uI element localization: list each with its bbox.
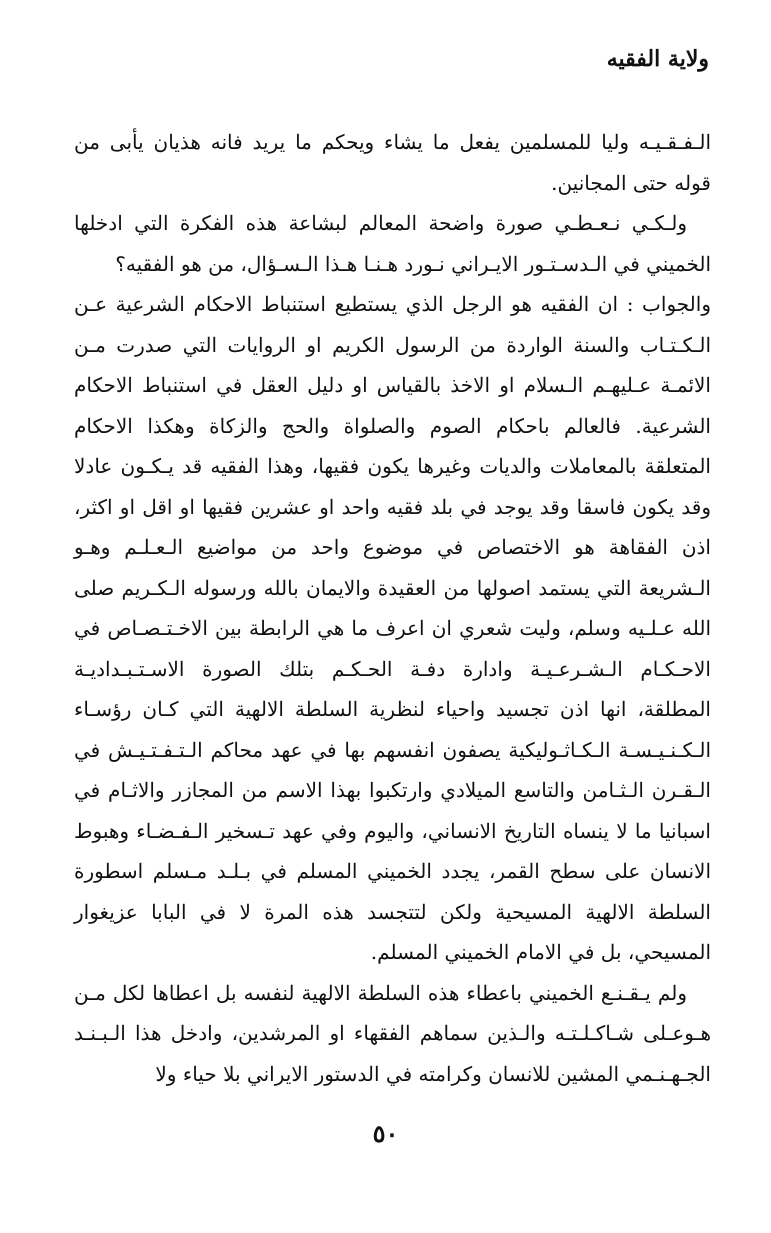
page-number: ٥٠ xyxy=(372,1119,399,1148)
paragraph-2: ولـكـي نـعـطـي صورة واضحة المعالم لبشاعة هذه الفكرة التي ادخلها الخميني في الـدسـتـور الايـراني نـورد هـنـا هـذا الـسـؤال، من هو الفقيه؟ xyxy=(74,211,711,276)
paragraph-4: ولم يـقـنـع الخميني باعطاء هذه السلطة الالهية لنفسه بل اعطاها لكل مـن هـوعـلى شـاكـلـتـه والـذين سماهم الفقهاء او المرشدين، وادخل هذا الـبـنـد الجـهـنـمي المشين للانسان وكرامته في الدستور الايراني بلا حياء ولا xyxy=(74,980,711,1086)
paragraph-3: والجواب : ان الفقيه هو الرجل الذي يستطيع استنباط الاحكام الشرعية عـن الـكـتـاب والسنة الواردة من الرسول الكريم او الروايات التي صدرت مـن الائمـة عـليهـم الـسلام او الاخذ بالقياس او دليل العقل في استنباط الاحكام الشرعية. فالعالم باحكام الصوم والصلواة والحج والزكاة وهكذا الاحكام المتعلقة بالمعاملات والديات وغيرها يكون فقيها، وهذا الفقيه قد يـكـون عادلا وقد يكون فاسقا وقد يوجد في بلد فقيه واحد او عشرين فقيها او اقل او اكثر، اذن الفقاهة هو الاختصاص في موضوع واحد من مواضيع الـعـلـم وهـو الـشريعة التي يستمد اصولها من العقيدة والايمان بالله ورسوله الـكـريم صلى الله عـلـيه وسلم، وليت شعري ان اعرف ما هي الرابطة بين الاخـتـصـاص في الاحـكـام الـشـرعـيـة وادارة دفـة الحـكـم بتلك الصورة الاسـتـبـداديـة المطلقة، انها اذن تجسيد واحياء لنظرية السلطة الالهية التي كـان رؤسـاء الـكـنـيـسـة الـكـاثـوليكية يصفون انفسهم بها في عهد محاكم الـتـفـتـيـش في الـقـرن الـثـامن والتاسع الميلادي وارتكبوا بهذا الاسم من المجازر والاثـام في اسبانيا ما لا ينساه التاريخ الانساني، واليوم وفي عهد تـسخير الـفـضـاء وهبوط الانسان على سطح القمر، يجدد الخميني المسلم في بـلـد مـسلم اسطورة السلطة الالهية المسيحية ولكن لتتجسد هذه المرة لا في البابا عزيغوار المسيحي، بل في الامام الخميني المسلم. xyxy=(74,292,712,964)
paragraph-1: الـفـقـيـه وليا للمسلمين يفعل ما يشاء ويحكم ما يريد فانه هذيان يأبى من قوله حتى المجانين. xyxy=(74,130,711,195)
body-text xyxy=(74,122,711,1094)
running-title: ولاية الفقيه xyxy=(606,46,709,72)
